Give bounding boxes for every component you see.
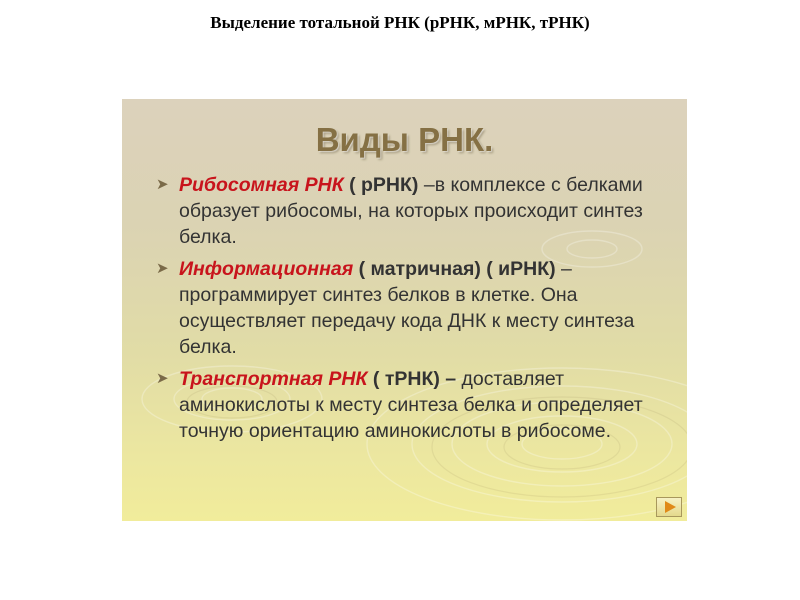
list-item: [156, 366, 656, 444]
term-informational: Информационная: [179, 258, 354, 280]
bullet-list: [156, 172, 656, 450]
abbr-transport: ( тРНК) –: [367, 368, 462, 390]
arrow-bullet-icon: ➤: [156, 260, 169, 277]
term-transport: Транспортная РНК: [179, 368, 368, 390]
description-transport: доставляет аминокислоты к месту синтеза белка и определяет точную ориентацию аминокислоты в рибосоме.: [179, 368, 643, 442]
slide-heading: Виды РНК.: [315, 121, 494, 158]
play-next-icon: [665, 501, 676, 513]
slide: [122, 99, 687, 521]
list-item: [156, 256, 656, 360]
next-slide-button[interactable]: [656, 497, 682, 517]
list-item: [156, 172, 656, 250]
term-ribosomal: Рибосомная РНК: [179, 174, 344, 196]
arrow-bullet-icon: ➤: [156, 176, 169, 193]
description-informational: – программирует синтез белков в клетке. Она осуществляет передачу кода ДНК к месту синтеза белка.: [179, 258, 635, 358]
description-ribosomal: –в комплексе с белками образует рибосомы, на которых происходит синтез белка.: [179, 174, 643, 248]
abbr-informational: ( матричная) ( иРНК): [353, 258, 562, 280]
abbr-ribosomal: ( рРНК): [343, 174, 424, 196]
arrow-bullet-icon: ➤: [156, 370, 169, 387]
page-title: Выделение тотальной РНК (рРНК, мРНК, тРНК): [210, 13, 590, 32]
